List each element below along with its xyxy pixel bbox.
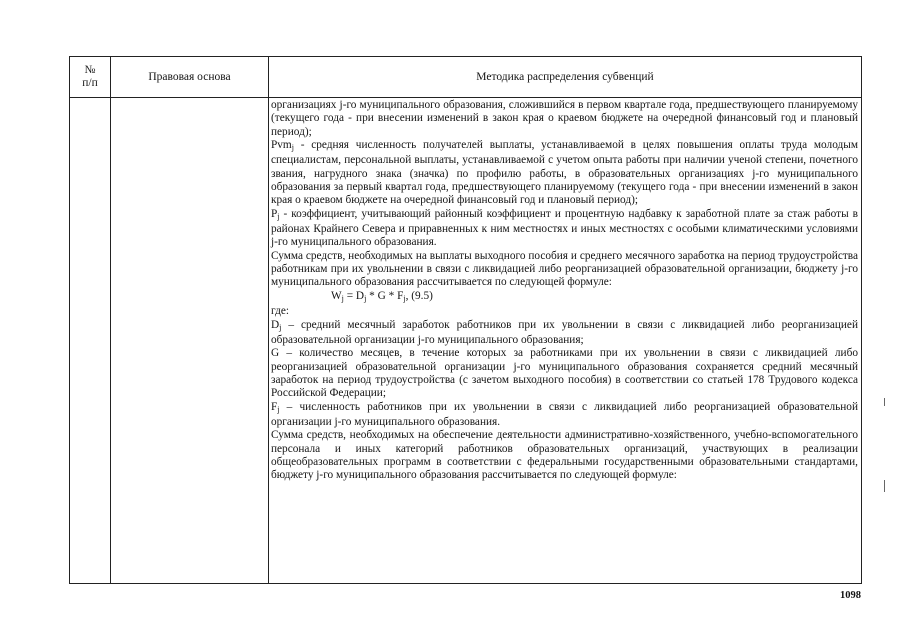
formula (271, 290, 858, 305)
paragraph (271, 139, 858, 208)
text-run: Сумма средств, необходимых на обеспечение деятельности административно-хозяйственного, учебно-вспомогательного персонала и иных категорий работников образовательных организаций, участвующих в реализации общеобразовательных программ в соответствии с федеральными государственными образовательными стандартами, бюджету j-го муниципального образования рассчитывается по следующей формуле: (271, 429, 858, 482)
header-number-abbrev: п/п (82, 77, 98, 89)
text-run: Сумма средств, необходимых на выплаты выходного пособия и среднего месячного заработка на период трудоустройства работникам при их увольнении в связи с ликвидацией либо реорганизацией образовательной организации, бюджету j-го муниципального образования рассчитывается по следующей формуле: (271, 249, 858, 289)
text-run: – численность работников при их увольнении в связи с ликвидацией либо реорганизацией образовательной организации j-го муниципального образования. (271, 400, 858, 428)
text-run: G – количество месяцев, в течение которых за работниками при их увольнении в связи с ликвидацией либо реорганизацией образовательной организации j-го муниципального образования сохраняется средний месячный заработок на период трудоустройства (с зачетом выходного пособия) в соответствии со статьей 178 Трудового кодекса Российской Федерации; (271, 347, 858, 400)
subscript: j (364, 293, 367, 303)
subscript: j (277, 404, 280, 414)
subscript: j (279, 322, 282, 332)
text-run: = D (343, 289, 365, 302)
subscript: j (341, 293, 344, 303)
paragraph (271, 250, 858, 290)
text-run: , (9.5) (405, 289, 433, 302)
paragraph (271, 305, 858, 318)
header-divider (70, 97, 861, 98)
text-run: - коэффициент, учитывающий районный коэффициент и процентную надбавку к заработной плате за стаж работы в районах Крайнего Севера и приравненных к ним местностях и иных местностях с особыми климатическими условиями j-го муниципального образования. (271, 207, 858, 249)
column-divider (268, 57, 269, 583)
text-run: Pvm (271, 139, 292, 152)
scan-mark (884, 480, 885, 492)
paragraph (271, 347, 858, 400)
subscript: j (291, 143, 294, 153)
text-run: где: (271, 305, 289, 318)
text-run: P (271, 207, 278, 220)
text-run: D (271, 318, 280, 331)
subscript: j (403, 293, 406, 303)
header-legal-basis: Правовая основа (148, 70, 231, 83)
paragraph (271, 401, 858, 430)
methodology-text (271, 99, 858, 483)
paragraph (271, 208, 858, 250)
header-number-column (70, 57, 110, 97)
text-run: – средний месячный заработок работников при их увольнении в связи с ликвидацией либо реорганизацией образовательной организации j-го муниципального образования; (271, 318, 858, 346)
text-run: * G * F (366, 289, 404, 302)
subvention-table (69, 56, 862, 584)
page-number: 1098 (840, 590, 861, 601)
paragraph (271, 319, 858, 348)
text-run: F (271, 400, 278, 413)
text-run: W (331, 289, 342, 302)
header-number-symbol: № (84, 64, 96, 76)
column-divider (110, 57, 111, 583)
paragraph (271, 429, 858, 482)
header-methodology: Методика распределения субвенций (476, 70, 654, 83)
text-run: организациях j-го муниципального образования, сложившийся в первом квартале года, предшествующего планируемому (текущего года - при внесении изменений в закон края о краевом бюджете на очередной финансовый год и плановый период); (271, 99, 858, 138)
text-run: - средняя численность получателей выплаты, устанавливаемой в целях повышения оплаты труда молодым специалистам, персональной выплаты, устанавливаемой с учетом опыта работы при наличии ученой степени, почетного звания, нагрудного знака (значка) по профилю работы, в образовательных организациях j-го муниципального образования за первый квартал года, предшествующего планируемому (текущего года - при внесении изменений в закон края о краевом бюджете на очередной финансовый год и плановый период); (271, 139, 858, 207)
paragraph (271, 99, 858, 139)
subscript: j (277, 211, 280, 221)
scan-mark (884, 398, 885, 406)
